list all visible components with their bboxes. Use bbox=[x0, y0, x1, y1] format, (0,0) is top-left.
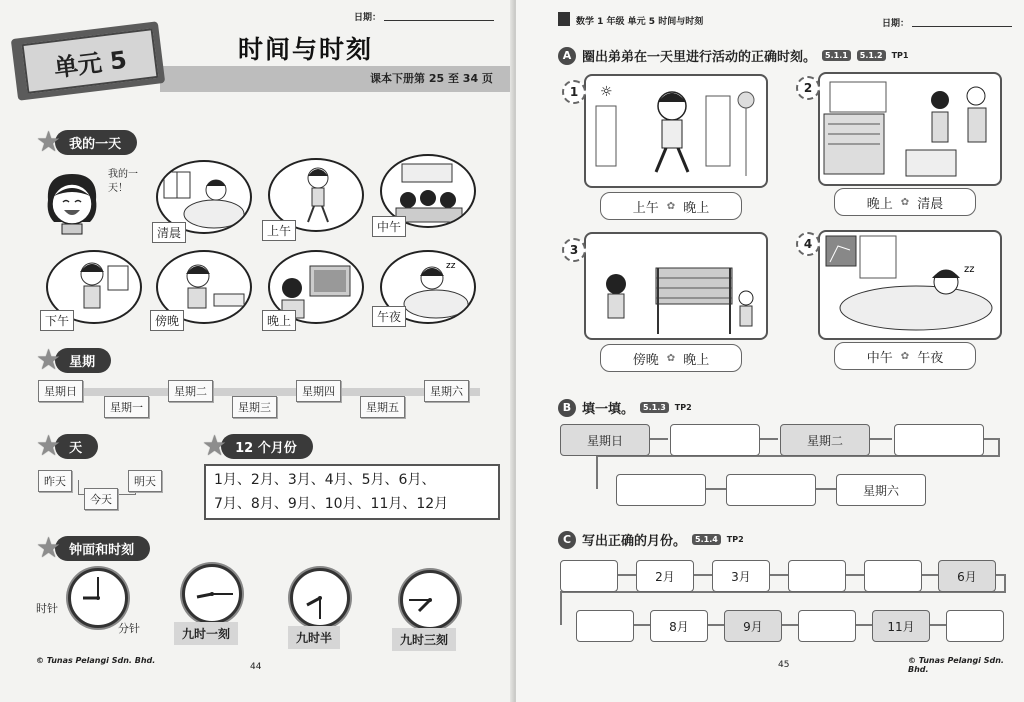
connector-line bbox=[758, 438, 778, 440]
section-my-day bbox=[36, 125, 137, 158]
minute-hand-label: 分针 bbox=[118, 622, 140, 635]
skill-badge: 5.1.3 bbox=[640, 402, 669, 413]
choice-option[interactable]: 清晨 bbox=[917, 196, 944, 212]
connector-line bbox=[868, 438, 892, 440]
section-clock bbox=[36, 531, 150, 564]
connector-line bbox=[596, 455, 598, 489]
months-box bbox=[204, 464, 500, 520]
clock-time-label: 九时半 bbox=[288, 626, 340, 649]
connector-line bbox=[844, 574, 864, 576]
footer-copyright: © Tunas Pelangi Sdn. Bhd. bbox=[908, 656, 1004, 674]
flower-icon: ✿ bbox=[666, 352, 676, 364]
footer-copyright: © Tunas Pelangi Sdn. Bhd. bbox=[36, 656, 156, 665]
choice-option[interactable]: 上午 bbox=[632, 200, 659, 216]
section-title: 星期 bbox=[55, 348, 111, 373]
weekday-field[interactable] bbox=[616, 474, 706, 506]
choice-box[interactable] bbox=[600, 344, 742, 372]
label-night: 晚上 bbox=[262, 310, 296, 331]
month-field[interactable] bbox=[576, 610, 634, 642]
day-box: 明天 bbox=[128, 470, 162, 492]
item-number: 2 bbox=[796, 76, 820, 100]
girl-face-icon bbox=[42, 170, 102, 236]
choice-box[interactable] bbox=[834, 342, 976, 370]
question-text: 圈出弟弟在一天里进行活动的正确时刻。 bbox=[582, 50, 817, 65]
section-title: 钟面和时刻 bbox=[55, 536, 150, 561]
weekday-box: 星期六 bbox=[424, 380, 469, 402]
day-box: 今天 bbox=[84, 488, 118, 510]
tp-level: TP1 bbox=[891, 51, 909, 60]
unit-title: 时间与时刻 bbox=[238, 35, 374, 64]
section-title: 我的一天 bbox=[55, 130, 137, 155]
clock-face bbox=[182, 564, 242, 624]
section-months bbox=[202, 429, 313, 462]
weekday-box: 星期二 bbox=[168, 380, 213, 402]
connector-line bbox=[780, 624, 798, 626]
choice-option[interactable]: 中午 bbox=[866, 350, 893, 366]
picture-tv-family bbox=[818, 72, 1002, 186]
item-number: 4 bbox=[796, 232, 820, 256]
tp-level: TP2 bbox=[674, 403, 692, 412]
skill-badge: 5.1.2 bbox=[857, 50, 886, 61]
flower-icon: ✿ bbox=[666, 200, 676, 212]
connector-line bbox=[1004, 574, 1006, 592]
connector-line bbox=[998, 438, 1000, 456]
question-letter: C bbox=[558, 531, 576, 549]
connector-line bbox=[632, 624, 650, 626]
weekday-box: 星期四 bbox=[296, 380, 341, 402]
choice-option[interactable]: 晚上 bbox=[683, 200, 710, 216]
book-logo-icon bbox=[558, 12, 570, 26]
item-number: 3 bbox=[562, 238, 586, 262]
weekday-field[interactable] bbox=[894, 424, 984, 456]
connector-line bbox=[928, 624, 946, 626]
unit-label: 单元 5 bbox=[21, 28, 158, 94]
clock-time-label: 九时一刻 bbox=[174, 622, 238, 645]
weekday-box: 星期三 bbox=[232, 396, 277, 418]
skill-badge: 5.1.1 bbox=[822, 50, 851, 61]
connector-line bbox=[560, 591, 562, 625]
star-icon: ★ bbox=[36, 429, 62, 462]
month-field[interactable] bbox=[560, 560, 618, 592]
choice-option[interactable]: 晚上 bbox=[683, 352, 710, 368]
months-line: 1月、2月、3月、4月、5月、6月、 bbox=[214, 472, 436, 488]
date-label: 日期： bbox=[882, 19, 910, 29]
label-morning: 上午 bbox=[262, 220, 296, 241]
label-evening: 傍晚 bbox=[150, 310, 184, 331]
question-text: 写出正确的月份。 bbox=[582, 534, 687, 549]
section-weekdays bbox=[36, 343, 111, 376]
question-a-header bbox=[558, 46, 908, 65]
choice-box[interactable] bbox=[600, 192, 742, 220]
textbook-reference: 课本下册第 25 至 34 页 bbox=[370, 72, 493, 85]
weekday-field[interactable]: 星期六 bbox=[836, 474, 926, 506]
right-page bbox=[516, 0, 1024, 702]
clock-face bbox=[68, 568, 128, 628]
connector-line bbox=[816, 488, 836, 490]
connector-line bbox=[616, 574, 636, 576]
month-field[interactable] bbox=[798, 610, 856, 642]
connector-line bbox=[706, 624, 724, 626]
item-number: 1 bbox=[562, 80, 586, 104]
choice-option[interactable]: 傍晚 bbox=[632, 352, 659, 368]
weekday-box: 星期日 bbox=[38, 380, 83, 402]
hour-hand-label: 时针 bbox=[36, 602, 58, 615]
picture-running bbox=[584, 74, 768, 188]
page-number: 44 bbox=[250, 662, 262, 672]
question-letter: A bbox=[558, 47, 576, 65]
tp-level: TP2 bbox=[726, 535, 744, 544]
month-field[interactable]: 9月 bbox=[724, 610, 782, 642]
choice-option[interactable]: 晚上 bbox=[866, 196, 893, 212]
svg-text:zz: zz bbox=[964, 264, 975, 275]
label-noon: 中午 bbox=[372, 216, 406, 237]
star-icon: ★ bbox=[36, 343, 62, 376]
choice-option[interactable]: 午夜 bbox=[917, 350, 944, 366]
picture-badminton bbox=[584, 232, 768, 340]
section-title: 天 bbox=[55, 434, 98, 459]
connector-line bbox=[706, 488, 726, 490]
question-letter: B bbox=[558, 399, 576, 417]
weekday-box: 星期一 bbox=[104, 396, 149, 418]
weekday-field[interactable]: 星期日 bbox=[560, 424, 650, 456]
month-field[interactable] bbox=[788, 560, 846, 592]
clock-time-label: 九时三刻 bbox=[392, 628, 456, 651]
star-icon: ★ bbox=[36, 125, 62, 158]
page-header: 数学 1 年级 单元 5 时间与时刻 bbox=[576, 17, 704, 27]
connector-line bbox=[920, 574, 938, 576]
label-afternoon: 下午 bbox=[40, 310, 74, 331]
choice-box[interactable] bbox=[834, 188, 976, 216]
day-box: 昨天 bbox=[38, 470, 72, 492]
connector-line bbox=[854, 624, 872, 626]
months-line: 7月、8月、9月、10月、11月、12月 bbox=[214, 496, 449, 512]
month-field[interactable] bbox=[946, 610, 1004, 642]
skill-badge: 5.1.4 bbox=[692, 534, 721, 545]
label-midnight: 午夜 bbox=[372, 306, 406, 327]
picture-sleeping bbox=[818, 230, 1002, 340]
svg-text:☼: ☼ bbox=[600, 84, 613, 100]
month-field[interactable]: 8月 bbox=[650, 610, 708, 642]
flower-icon: ✿ bbox=[900, 350, 910, 362]
month-field[interactable]: 2月 bbox=[636, 560, 694, 592]
weekday-field[interactable] bbox=[726, 474, 816, 506]
question-b-header bbox=[558, 398, 692, 417]
clock-face bbox=[400, 570, 460, 630]
question-c-header bbox=[558, 530, 744, 549]
connector-line bbox=[692, 574, 712, 576]
label-early-morning: 清晨 bbox=[152, 222, 186, 243]
svg-text:zz: zz bbox=[446, 261, 456, 271]
weekday-arrow-band bbox=[60, 388, 480, 396]
month-field[interactable]: 6月 bbox=[938, 560, 996, 592]
month-field[interactable]: 3月 bbox=[712, 560, 770, 592]
star-icon: ★ bbox=[36, 531, 62, 564]
star-icon: ★ bbox=[202, 429, 228, 462]
page-number: 45 bbox=[778, 660, 790, 670]
section-title: 12 个月份 bbox=[221, 434, 313, 459]
weekday-box: 星期五 bbox=[360, 396, 405, 418]
weekday-field[interactable] bbox=[670, 424, 760, 456]
date-label: 日期： bbox=[354, 13, 382, 23]
month-field[interactable]: 11月 bbox=[872, 610, 930, 642]
weekday-field[interactable]: 星期二 bbox=[780, 424, 870, 456]
connector-line bbox=[648, 438, 668, 440]
date-line bbox=[912, 16, 1012, 27]
date-line bbox=[384, 10, 494, 21]
connector-line bbox=[768, 574, 788, 576]
speech-text: 我的一天！ bbox=[108, 169, 138, 194]
question-text: 填一填。 bbox=[582, 402, 635, 417]
section-day bbox=[36, 429, 98, 462]
flower-icon: ✿ bbox=[900, 196, 910, 208]
month-field[interactable] bbox=[864, 560, 922, 592]
clock-face bbox=[290, 568, 350, 628]
